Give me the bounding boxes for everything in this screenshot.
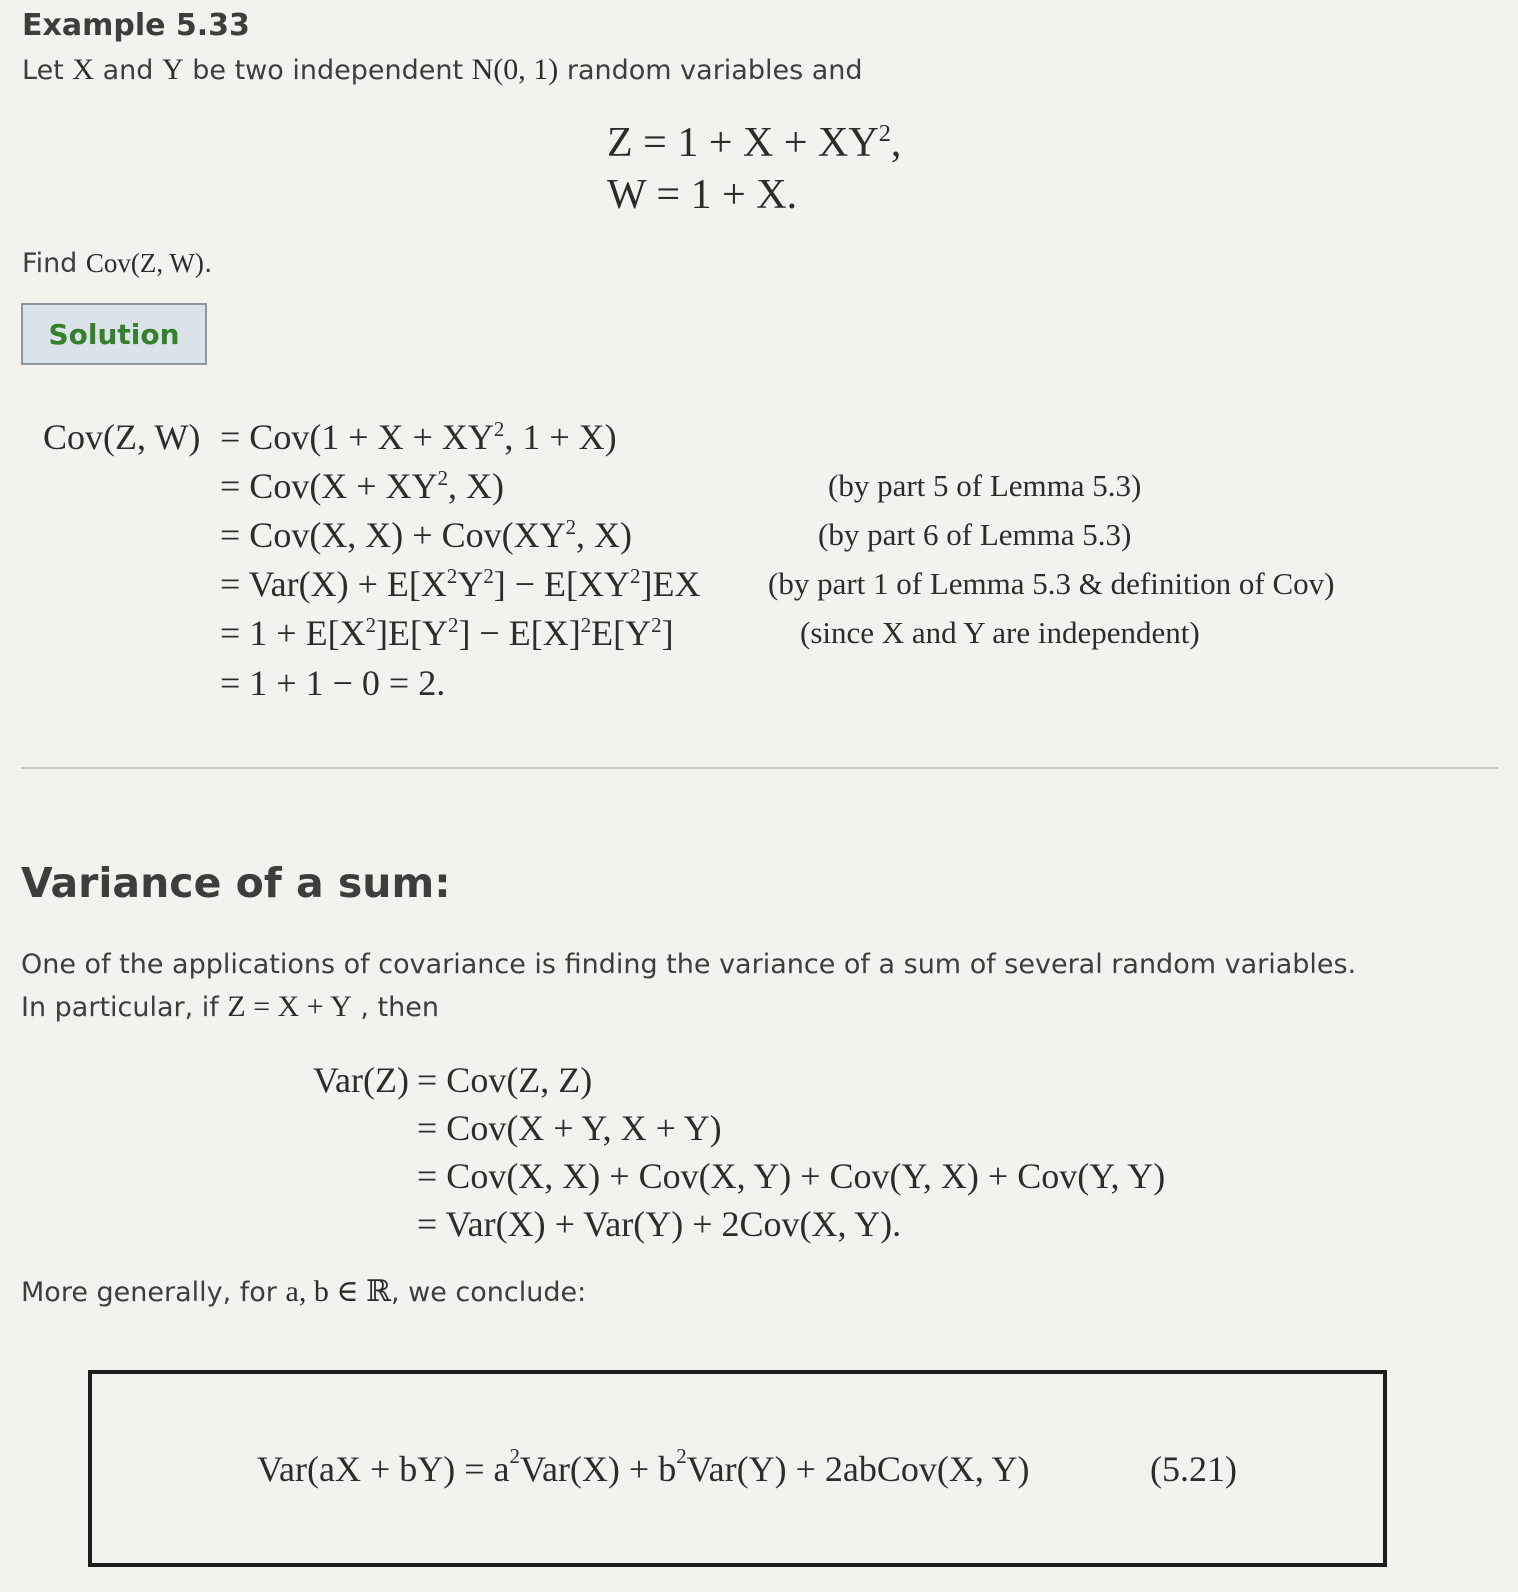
derivation-eq: = Cov(X, X) + Cov(X, Y) + Cov(Y, X) + Cov(Y, Y) <box>417 1156 1166 1196</box>
derivation-eq: = 1 + 1 − 0 = 2. <box>220 663 446 703</box>
derivation-row <box>0 510 1518 560</box>
find-prompt <box>22 243 212 284</box>
derivation-row <box>0 608 1518 658</box>
variance-paragraph-line2 <box>21 986 439 1029</box>
derivation-eq: = Cov(X, $X) + Cov(XY^2$, X) <box>220 515 633 555</box>
derivation-row <box>0 658 1518 708</box>
variance-paragraph-line1: One of the applications of covariance is finding the variance of a sum of several random variables. <box>21 949 1357 980</box>
intro-text-2: and <box>94 55 162 86</box>
derivation-eq: = Cov(Z, Z) <box>417 1060 593 1100</box>
boxed-equation: Var(aX + bY) = a $^2$ Var(X) + b $^2$ Var(Y) + 2abCov(X, Y) <box>257 1443 1030 1489</box>
derivation-row <box>0 461 1518 511</box>
derivation-row <box>0 412 1518 462</box>
variance-heading: Variance of a sum: <box>21 859 451 907</box>
section-divider <box>21 767 1498 769</box>
math-Y: Y <box>162 53 184 86</box>
find-period: . <box>203 248 213 279</box>
solution-toggle-button[interactable] <box>21 303 207 365</box>
derivation-lhs: Var(Z) <box>313 1060 409 1100</box>
math-X: X <box>72 53 95 86</box>
derivation-row <box>0 1104 1518 1152</box>
derivation-note: (by part 6 of Lemma 5.3) <box>818 517 1132 552</box>
equation-W: W = 1 + X. <box>607 172 798 218</box>
equation-system <box>607 117 901 221</box>
math-ab-in-R: a, b ∈ ℝ <box>285 1275 391 1308</box>
solution-button-label: Solution <box>48 317 180 351</box>
example-title: Example 5.33 <box>22 8 250 43</box>
derivation-eq: = $Cov(X + XY^2$, X) <box>220 466 505 506</box>
boxed-formula <box>88 1370 1387 1567</box>
derivation-row <box>0 1152 1518 1200</box>
derivation-eq: = Cov(X + Y, X + Y) <box>417 1108 722 1148</box>
find-text: Find <box>22 248 86 279</box>
intro-text-3: be two independent <box>183 55 472 86</box>
derivation-lhs: Cov(Z, W) <box>43 417 201 457</box>
para2-text-2: , then <box>351 992 439 1023</box>
equation-Z: $Z = 1 + X + XY^2$, <box>607 120 902 166</box>
equation-number: (5.21) <box>1150 1448 1237 1489</box>
derivation-row <box>0 559 1518 609</box>
math-covZW: Cov(Z, W) <box>85 248 204 278</box>
intro-text-4: random variables and <box>558 55 863 86</box>
more-text-2: , we conclude: <box>390 1277 587 1308</box>
derivation-row <box>0 1200 1518 1248</box>
derivation-eq: = $Var(X) + E[X^2Y^2] - E[XY^2]EX$ <box>220 564 701 604</box>
derivation-note: (by part 1 of Lemma 5.3 & definition of Cov) <box>768 566 1335 601</box>
intro-sentence <box>22 50 863 91</box>
intro-text-1: Let <box>22 55 73 86</box>
derivation-row <box>0 1056 1518 1104</box>
derivation-note: (since X and Y are independent) <box>800 615 1200 650</box>
derivation-note: (by part 5 of Lemma 5.3) <box>828 468 1142 503</box>
para2-text-1: In particular, if <box>21 992 228 1023</box>
derivation-eq: = $Cov(1 + X + XY^2$, 1 + X) <box>220 417 617 457</box>
derivation-eq: = $1 + E[X^2]E[Y^2] - E[X]^2E[Y^2]$ <box>220 613 674 653</box>
more-text-1: More generally, for <box>21 1277 286 1308</box>
derivation-eq: = Var(X) + Var(Y) + 2Cov(X, Y). <box>417 1204 902 1244</box>
more-generally-line <box>21 1272 586 1313</box>
math-N01: N(0, 1) <box>471 53 559 86</box>
math-ZXY: Z = X + Y <box>227 990 352 1023</box>
